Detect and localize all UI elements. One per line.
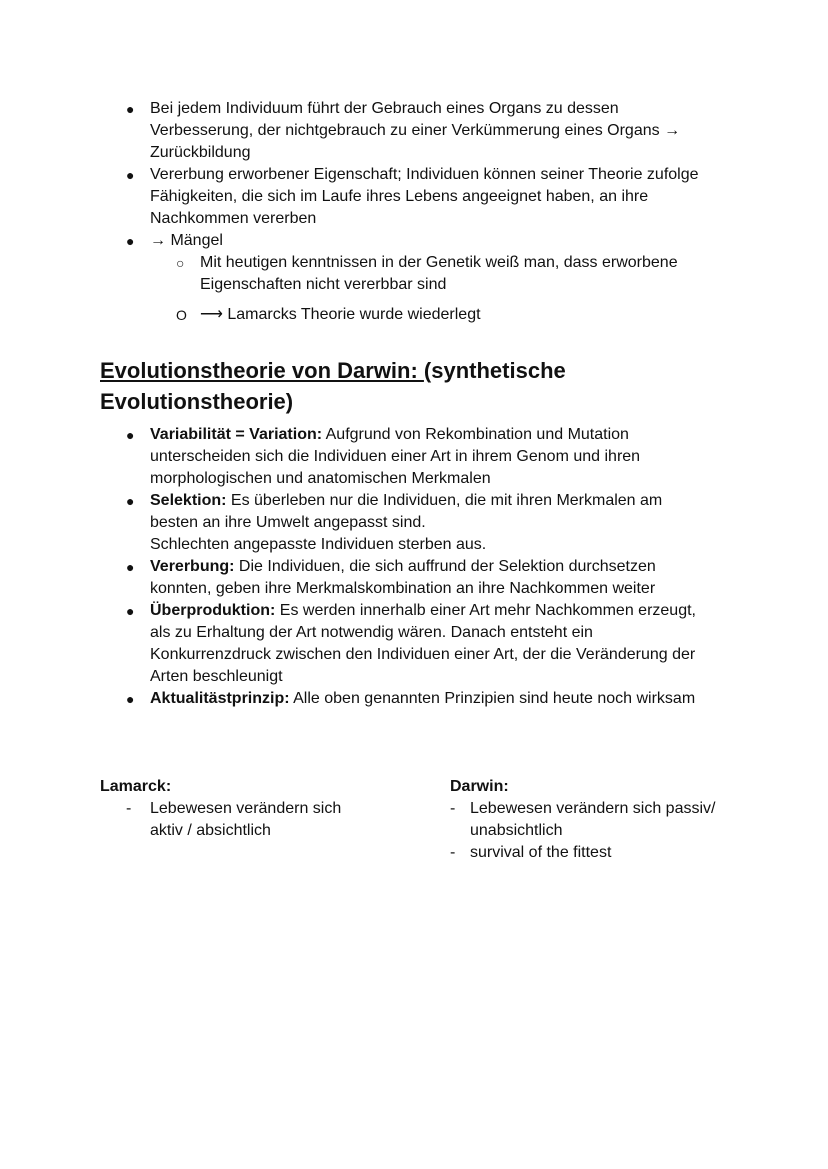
sublist-item-line: ⟶ Lamarcks Theorie wurde wiederlegt xyxy=(200,306,481,323)
bullet-icon: ● xyxy=(126,233,135,249)
heading-rest: (synthetische xyxy=(423,358,566,383)
bullet-icon: ● xyxy=(126,427,135,443)
dash-icon: - xyxy=(126,800,132,817)
darwin-heading-line2: Evolutionstheorie) xyxy=(100,389,294,414)
bullet-icon: ● xyxy=(126,603,135,619)
darwin-comparison-line: survival of the fittest xyxy=(470,844,612,861)
bullet-icon: ● xyxy=(126,691,135,707)
list-item-line xyxy=(150,424,629,446)
circle-bullet-icon: O xyxy=(176,307,187,323)
lamarck-comparison-line: Lebewesen verändern sich xyxy=(150,800,342,817)
term-label: Vererbung: xyxy=(150,558,235,575)
list-item-line: unterscheiden sich die Individuen einer Art in ihrem Genom und ihren xyxy=(150,448,641,465)
bullet-icon: ● xyxy=(126,101,135,117)
lamarck-column-title: Lamarck: xyxy=(100,778,172,795)
term-description: Es werden innerhalb einer Art mehr Nachkommen erzeugt, xyxy=(275,602,696,619)
list-item-line xyxy=(150,688,695,710)
list-item-line: Bei jedem Individuum führt der Gebrauch eines Organs zu dessen xyxy=(150,100,619,117)
list-item-line: morphologischen und anatomischen Merkmalen xyxy=(150,470,491,487)
list-item-line: als zu Erhaltung der Art notwendig wären. Danach entsteht ein xyxy=(150,624,593,641)
term-description: Die Individuen, die sich auffrund der Selektion durchsetzen xyxy=(234,558,656,575)
term-description: Es überleben nur die Individuen, die mit ihren Merkmalen am xyxy=(226,492,663,509)
list-item-line: Verbesserung, der nichtgebrauch zu einer Verkümmerung eines Organs → xyxy=(150,122,681,139)
list-item-line: Vererbung erworbener Eigenschaft; Individuen können seiner Theorie zufolge xyxy=(150,166,699,183)
term-label: Selektion: xyxy=(150,492,227,509)
darwin-comparison-line: unabsichtlich xyxy=(470,822,563,839)
term-description: Aufgrund von Rekombination und Mutation xyxy=(322,426,629,443)
dash-icon: - xyxy=(450,844,456,861)
term-label: Aktualitästprinzip: xyxy=(150,690,290,707)
sublist-item-line: Mit heutigen kenntnissen in der Genetik weiß man, dass erworbene xyxy=(200,254,678,271)
list-item-line: Nachkommen vererben xyxy=(150,210,317,227)
list-item-line xyxy=(150,490,662,512)
list-item-line xyxy=(150,556,656,578)
list-item-line xyxy=(150,600,696,622)
darwin-heading xyxy=(100,356,566,386)
term-label: Überproduktion: xyxy=(150,602,276,619)
list-item-line: Arten beschleunigt xyxy=(150,668,283,685)
darwin-comparison-line: Lebewesen verändern sich passiv/ xyxy=(470,800,716,817)
dash-icon: - xyxy=(450,800,456,817)
term-label: Variabilität = Variation: xyxy=(150,426,323,443)
sublist-item-line: Eigenschaften nicht vererbbar sind xyxy=(200,276,447,293)
heading-underlined: Evolutionstheorie von Darwin: xyxy=(100,358,424,383)
circle-bullet-icon: ○ xyxy=(176,255,185,271)
list-item-line: Zurückbildung xyxy=(150,144,251,161)
lamarck-comparison-line: aktiv / absichtlich xyxy=(150,822,271,839)
bullet-icon: ● xyxy=(126,559,135,575)
list-item-line: Fähigkeiten, die sich im Laufe ihres Lebens angeeignet haben, an ihre xyxy=(150,188,649,205)
list-item-line: konnten, geben ihre Merkmalskombination an ihre Nachkommen weiter xyxy=(150,580,656,597)
list-item-line: Konkurrenzdruck zwischen den Individuen einer Art, der die Veränderung der xyxy=(150,646,696,663)
list-item-line: → Mängel xyxy=(150,232,223,249)
bullet-icon: ● xyxy=(126,167,135,183)
list-item-line: Schlechten angepasste Individuen sterben aus. xyxy=(150,536,487,553)
list-item-line: besten an ihre Umwelt angepasst sind. xyxy=(150,514,426,531)
bullet-icon: ● xyxy=(126,493,135,509)
term-description: Alle oben genannten Prinzipien sind heute noch wirksam xyxy=(289,690,696,707)
darwin-column-title: Darwin: xyxy=(450,778,509,795)
